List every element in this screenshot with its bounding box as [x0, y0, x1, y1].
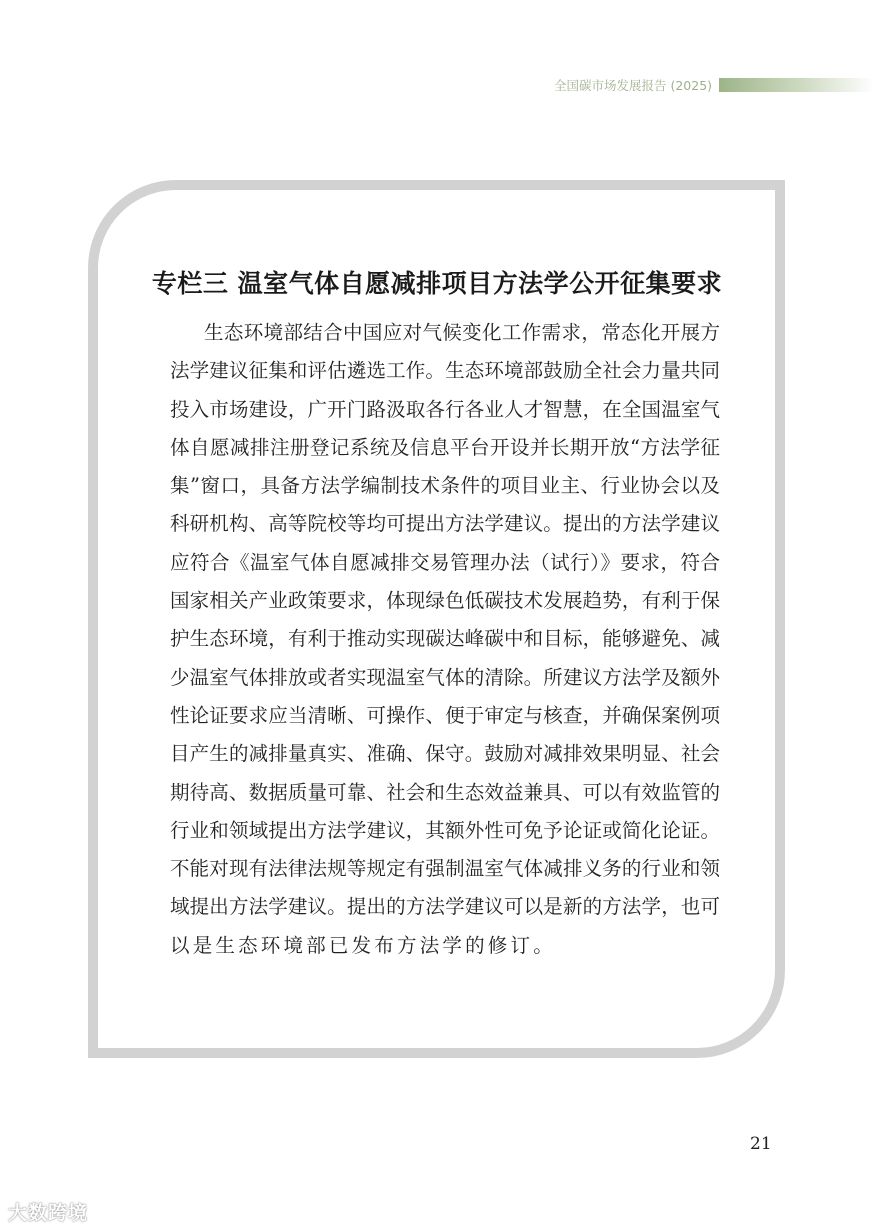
body-text-line: 少温室气体排放或者实现温室气体的清除。所建议方法学及额外 [170, 665, 720, 689]
report-header-title: 全国碳市场发展报告 (2025) [554, 78, 713, 93]
body-text-line: 法学建议征集和评估遴选工作。生态环境部鼓励全社会力量共同 [170, 359, 720, 383]
body-text-line: 域提出方法学建议。提出的方法学建议可以是新的方法学，也可 [170, 895, 720, 919]
body-text-line: 不能对现有法律法规等规定有强制温室气体减排义务的行业和领 [170, 857, 720, 881]
body-text-line: 应符合《温室气体自愿减排交易管理办法（试行）》要求，符合 [170, 550, 720, 574]
body-text-line: 行业和领域提出方法学建议，其额外性可免予论证或简化论证。 [170, 818, 720, 842]
body-text-line: 期待高、数据质量可靠、社会和生态效益兼具、可以有效监管的 [170, 780, 720, 804]
body-text-line: 体自愿减排注册登记系统及信息平台开设并长期开放“方法学征 [170, 435, 720, 459]
column-box-body [170, 314, 720, 965]
body-text-line: 科研机构、高等院校等均可提出方法学建议。提出的方法学建议 [170, 512, 720, 536]
body-text-line: 国家相关产业政策要求，体现绿色低碳技术发展趋势，有利于保 [170, 589, 720, 613]
body-text-line: 性论证要求应当清晰、可操作、便于审定与核查，并确保案例项 [170, 703, 720, 727]
body-text-line: 集”窗口，具备方法学编制技术条件的项目业主、行业协会以及 [170, 474, 720, 498]
body-text-line: 护生态环境，有利于推动实现碳达峰碳中和目标，能够避免、减 [170, 627, 720, 651]
column-box-title: 专栏三 温室气体自愿减排项目方法学公开征集要求 [151, 269, 723, 298]
body-text-line: 以是生态环境部已发布方法学的修订。 [170, 933, 556, 957]
body-text-line: 目产生的减排量真实、准确、保守。鼓励对减排效果明显、社会 [170, 742, 720, 766]
body-text-line: 生态环境部结合中国应对气候变化工作需求，常态化开展方 [204, 321, 720, 344]
watermark-logo: 大数跨境 [8, 1202, 89, 1224]
body-text-line: 投入市场建设，广开门路汲取各行各业人才智慧，在全国温室气 [170, 397, 720, 421]
page-number: 21 [750, 1134, 772, 1154]
header-decorative-bar [719, 78, 874, 92]
